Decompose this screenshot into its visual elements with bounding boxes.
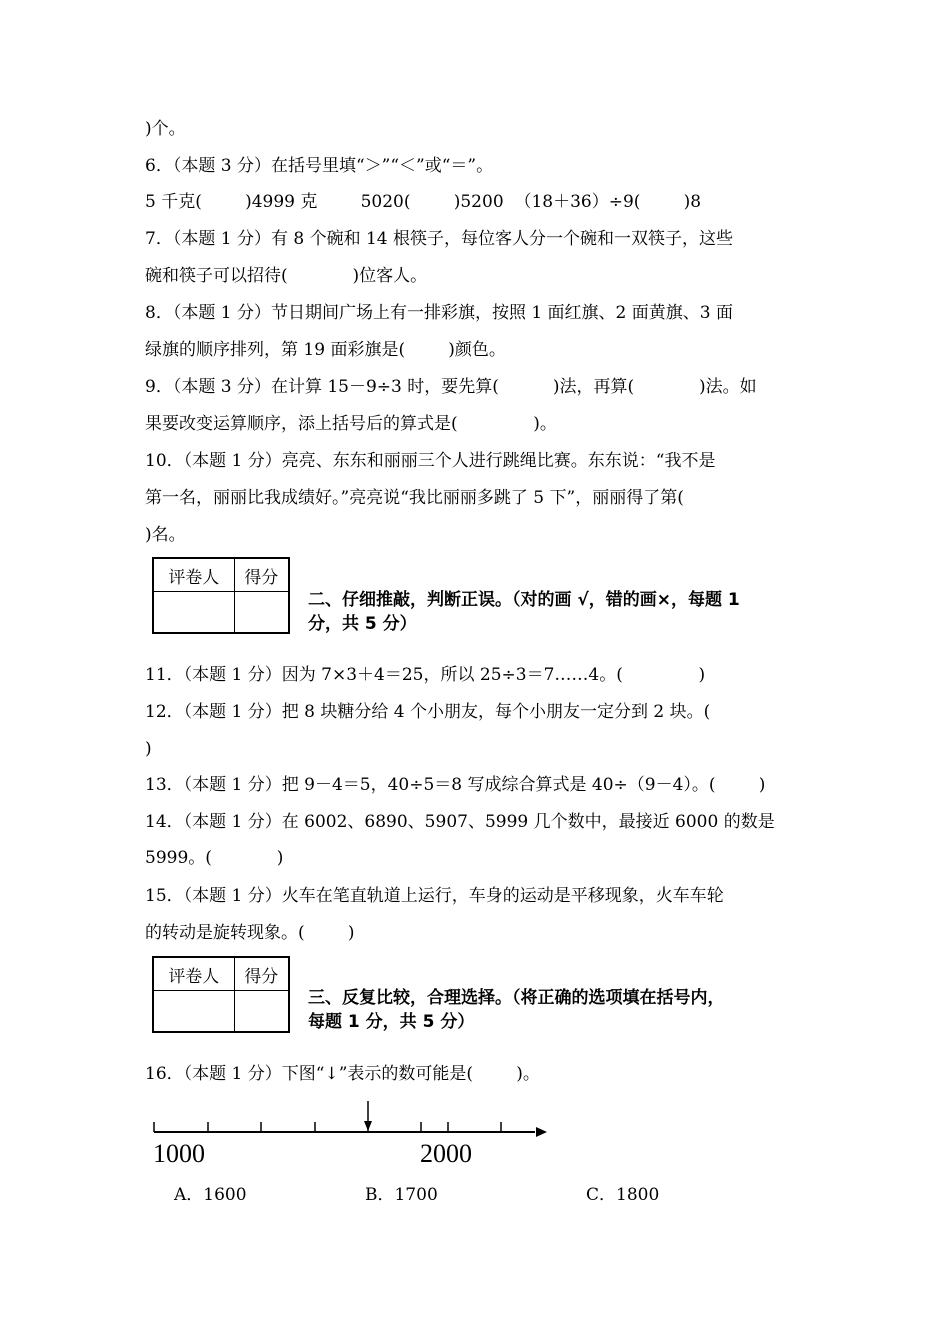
section-3-title (308, 986, 808, 1034)
section-3-title-line2: 每题 1 分，共 5 分） (308, 1012, 475, 1032)
question-9-cont: 果要改变运算顺序，添上括号后的算式是( )。 (145, 414, 557, 434)
section-2-title-line1: 二、仔细推敲，判断正误。（对的画 √，错的画×，每题 1 (308, 590, 740, 610)
question-7: 7．（本题 1 分）有 8 个碗和 14 根筷子，每位客人分一个碗和一双筷子，这些 (145, 229, 734, 249)
number-line (140, 1095, 560, 1170)
score-box (152, 557, 290, 634)
label-2000: 2000 (420, 1139, 472, 1168)
question-11: 11．（本题 1 分）因为 7×3＋4＝25，所以 25÷3＝7……4。( ) (145, 665, 706, 685)
choice-c[interactable]: C．1800 (586, 1185, 660, 1205)
choice-b[interactable]: B．1700 (365, 1185, 438, 1205)
question-15: 15．（本题 1 分）火车在笔直轨道上运行，车身的运动是平移现象，火车车轮 (145, 886, 724, 906)
label-1000: 1000 (153, 1139, 205, 1168)
reviewer-cell[interactable] (153, 991, 234, 1033)
section-2-title-line2: 分，共 5 分） (308, 614, 417, 634)
reviewer-label: 评卷人 (153, 957, 234, 991)
question-8: 8．（本题 1 分）节日期间广场上有一排彩旗，按照 1 面红旗、2 面黄旗、3 面 (145, 303, 734, 323)
question-9: 9．（本题 3 分）在计算 15－9÷3 时，要先算( )法，再算( )法。如 (145, 377, 757, 397)
question-13: 13．（本题 1 分）把 9－4＝5，40÷5＝8 写成综合算式是 40÷（9－4）。( ) (145, 775, 766, 795)
choice-a[interactable]: A．1600 (174, 1185, 247, 1205)
question-6-items: 5 千克( )4999 克 5020( )5200 （18＋36）÷9( )8 (145, 192, 702, 212)
question-15-cont: 的转动是旋转现象。( ) (145, 923, 355, 943)
text-line: )个。 (145, 119, 186, 139)
down-arrow-head-icon (364, 1121, 372, 1131)
reviewer-label: 评卷人 (153, 558, 234, 592)
question-14: 14．（本题 1 分）在 6002、6890、5907、5999 几个数中，最接近 6000 的数是 (145, 812, 775, 832)
arrow-head-icon (536, 1127, 547, 1137)
question-7-cont: 碗和筷子可以招待( )位客人。 (145, 266, 428, 286)
section-3-title-line1: 三、反复比较，合理选择。（将正确的选项填在括号内， (308, 988, 725, 1008)
question-12: 12．（本题 1 分）把 8 块糖分给 4 个小朋友，每个小朋友一定分到 2 块。( (145, 702, 711, 722)
question-12-cont: ) (145, 739, 152, 759)
score-cell[interactable] (234, 592, 289, 634)
score-label: 得分 (234, 957, 289, 991)
question-16: 16．（本题 1 分）下图“↓”表示的数可能是( )。 (145, 1064, 540, 1084)
score-box (152, 956, 290, 1033)
question-14-cont: 5999。( ) (145, 848, 284, 868)
question-10-cont: 第一名，丽丽比我成绩好。”亮亮说“我比丽丽多跳了 5 下”，丽丽得了第( (145, 488, 684, 508)
score-cell[interactable] (234, 991, 289, 1033)
question-8-cont: 绿旗的顺序排列，第 19 面彩旗是( )颜色。 (145, 340, 506, 360)
section-2-title (308, 588, 808, 636)
question-6: 6．（本题 3 分）在括号里填“＞”“＜”或“＝”。 (145, 156, 494, 176)
reviewer-cell[interactable] (153, 592, 234, 634)
score-label: 得分 (234, 558, 289, 592)
question-10: 10．（本题 1 分）亮亮、东东和丽丽三个人进行跳绳比赛。东东说：“我不是 (145, 451, 716, 471)
question-10-cont2: )名。 (145, 525, 186, 545)
